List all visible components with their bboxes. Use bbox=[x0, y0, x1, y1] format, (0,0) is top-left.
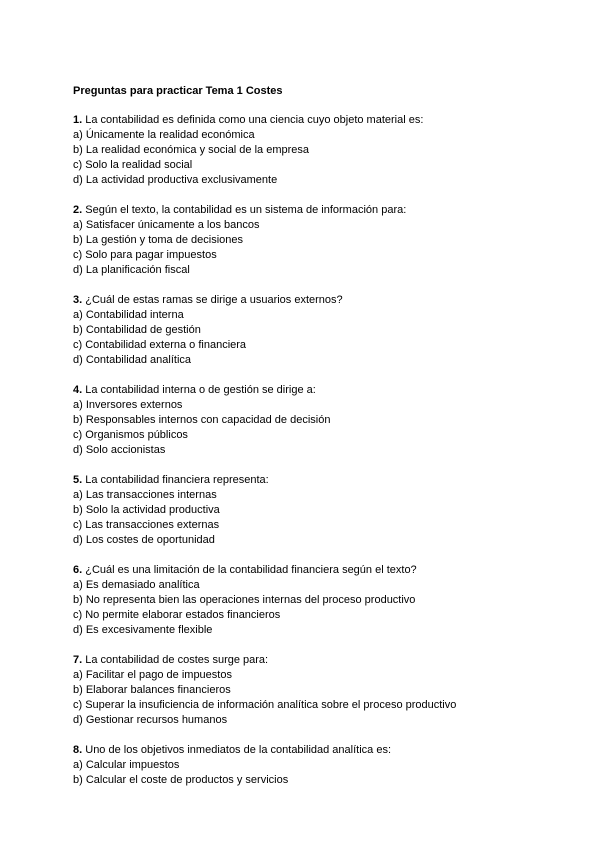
question-number: 7. bbox=[73, 654, 83, 666]
question-text: La contabilidad es definida como una ciencia cuyo objeto material es: bbox=[85, 114, 424, 126]
answer-option: c) Contabilidad externa o financiera bbox=[73, 339, 247, 351]
answer-option: a) Es demasiado analítica bbox=[73, 579, 200, 591]
question-2 bbox=[73, 203, 573, 278]
answer-option: b) Solo la actividad productiva bbox=[73, 504, 220, 516]
answer-option: b) La gestión y toma de decisiones bbox=[73, 234, 243, 246]
answer-option: d) Solo accionistas bbox=[73, 444, 166, 456]
question-number: 2. bbox=[73, 204, 83, 216]
question-text-line bbox=[73, 563, 573, 578]
document-page bbox=[73, 84, 573, 803]
answer-option: a) Únicamente la realidad económica bbox=[73, 129, 255, 141]
question-3 bbox=[73, 293, 573, 368]
question-text-line bbox=[73, 113, 573, 128]
answer-option: c) Superar la insuficiencia de información analítica sobre el proceso productivo bbox=[73, 699, 457, 711]
answer-option: c) Solo para pagar impuestos bbox=[73, 249, 217, 261]
question-8 bbox=[73, 743, 573, 788]
question-number: 8. bbox=[73, 744, 83, 756]
answer-option: d) Contabilidad analítica bbox=[73, 354, 192, 366]
question-text: La contabilidad interna o de gestión se dirige a: bbox=[85, 384, 316, 396]
question-1 bbox=[73, 113, 573, 188]
answer-option: c) Organismos públicos bbox=[73, 429, 188, 441]
question-text: ¿Cuál de estas ramas se dirige a usuarios externos? bbox=[85, 294, 343, 306]
answer-option: c) Las transacciones externas bbox=[73, 519, 220, 531]
answer-option: d) Es excesivamente flexible bbox=[73, 624, 213, 636]
question-text-line bbox=[73, 383, 573, 398]
question-text: ¿Cuál es una limitación de la contabilidad financiera según el texto? bbox=[85, 564, 417, 576]
answer-option: a) Las transacciones internas bbox=[73, 489, 217, 501]
question-list bbox=[73, 113, 573, 788]
question-text: Según el texto, la contabilidad es un sistema de información para: bbox=[85, 204, 407, 216]
question-number: 5. bbox=[73, 474, 83, 486]
question-text-line bbox=[73, 743, 573, 758]
answer-option: a) Inversores externos bbox=[73, 399, 183, 411]
question-number: 3. bbox=[73, 294, 83, 306]
question-5 bbox=[73, 473, 573, 548]
question-number: 6. bbox=[73, 564, 83, 576]
answer-option: b) Contabilidad de gestión bbox=[73, 324, 201, 336]
question-text-line bbox=[73, 473, 573, 488]
question-text-line bbox=[73, 203, 573, 218]
answer-option: a) Satisfacer únicamente a los bancos bbox=[73, 219, 260, 231]
answer-option: b) Calcular el coste de productos y servicios bbox=[73, 774, 289, 786]
answer-option: b) No representa bien las operaciones internas del proceso productivo bbox=[73, 594, 416, 606]
answer-option: d) Gestionar recursos humanos bbox=[73, 714, 228, 726]
answer-option: b) La realidad económica y social de la empresa bbox=[73, 144, 310, 156]
question-text-line bbox=[73, 293, 573, 308]
answer-option: b) Responsables internos con capacidad de decisión bbox=[73, 414, 331, 426]
question-number: 4. bbox=[73, 384, 83, 396]
answer-option: d) La planificación fiscal bbox=[73, 264, 190, 276]
question-text: Uno de los objetivos inmediatos de la contabilidad analítica es: bbox=[85, 744, 391, 756]
answer-option: c) Solo la realidad social bbox=[73, 159, 193, 171]
answer-option: d) La actividad productiva exclusivamente bbox=[73, 174, 278, 186]
question-text: La contabilidad de costes surge para: bbox=[85, 654, 269, 666]
page-title: Preguntas para practicar Tema 1 Costes bbox=[73, 85, 283, 97]
answer-option: d) Los costes de oportunidad bbox=[73, 534, 215, 546]
question-7 bbox=[73, 653, 573, 728]
answer-option: a) Contabilidad interna bbox=[73, 309, 184, 321]
answer-option: c) No permite elaborar estados financieros bbox=[73, 609, 281, 621]
answer-option: a) Facilitar el pago de impuestos bbox=[73, 669, 232, 681]
answer-option: a) Calcular impuestos bbox=[73, 759, 180, 771]
question-6 bbox=[73, 563, 573, 638]
question-number: 1. bbox=[73, 114, 83, 126]
question-4 bbox=[73, 383, 573, 458]
question-text: La contabilidad financiera representa: bbox=[85, 474, 269, 486]
question-text-line bbox=[73, 653, 573, 668]
answer-option: b) Elaborar balances financieros bbox=[73, 684, 231, 696]
